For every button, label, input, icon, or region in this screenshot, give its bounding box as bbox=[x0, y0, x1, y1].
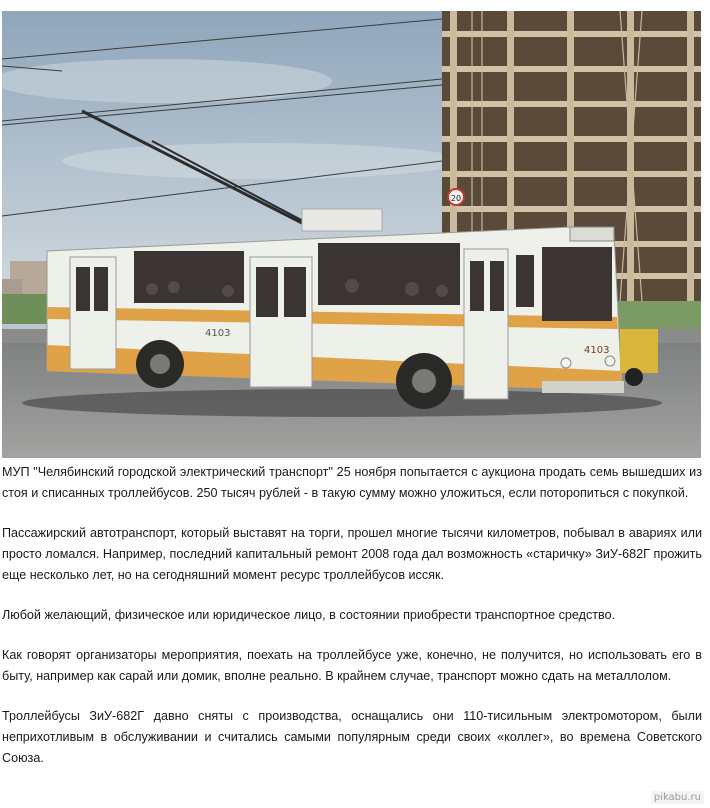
article-body bbox=[2, 462, 702, 788]
fence bbox=[2, 294, 52, 324]
speed-sign-text: 20 bbox=[450, 194, 462, 203]
article-paragraph: Пассажирский автотранспорт, который выставят на торги, прошел многие тысячи километров, побывал в авариях или просто ломался. Например, последний капитальный ремонт 2008 года дал возможность «старичку» ЗиУ-682Г прожить еще несколько лет, но на сегодняшний момент ресурс троллейбусов иссяк. bbox=[2, 526, 702, 582]
yellow-truck bbox=[620, 329, 658, 373]
wheel bbox=[396, 353, 452, 409]
article-paragraph: Любой желающий, физическое или юридическое лицо, в состоянии приобрести транспортное средство. bbox=[2, 608, 616, 622]
site-watermark: pikabu.ru bbox=[651, 791, 704, 804]
article-paragraph: Как говорят организаторы мероприятия, поехать на троллейбусе уже, конечно, не получится, но использовать его в быту, например как сарай или домик, вполне реально. В крайнем случае, транспорт можно сдать на металлолом. bbox=[2, 648, 702, 683]
wheel bbox=[136, 340, 184, 388]
trolleybus-photo bbox=[2, 11, 701, 458]
bus-number-side: 4103 bbox=[205, 328, 231, 339]
bus-number-front: 4103 bbox=[584, 345, 610, 356]
article-paragraph: МУП "Челябинский городской электрический транспорт" 25 ноября попытается с аукциона продать семь вышедших из стоя и списанных троллейбусов. 250 тысяч рублей - в такую сумму можно уложиться, если поторопиться с покупкой. bbox=[2, 465, 702, 500]
article-paragraph: Троллейбусы ЗиУ-682Г давно сняты с производства, оснащались они 110-тисильным электромотором, были неприхотливым в обслуживании и считались самыми популярным среди своих «коллег», во времена Советского Союза. bbox=[2, 709, 702, 765]
